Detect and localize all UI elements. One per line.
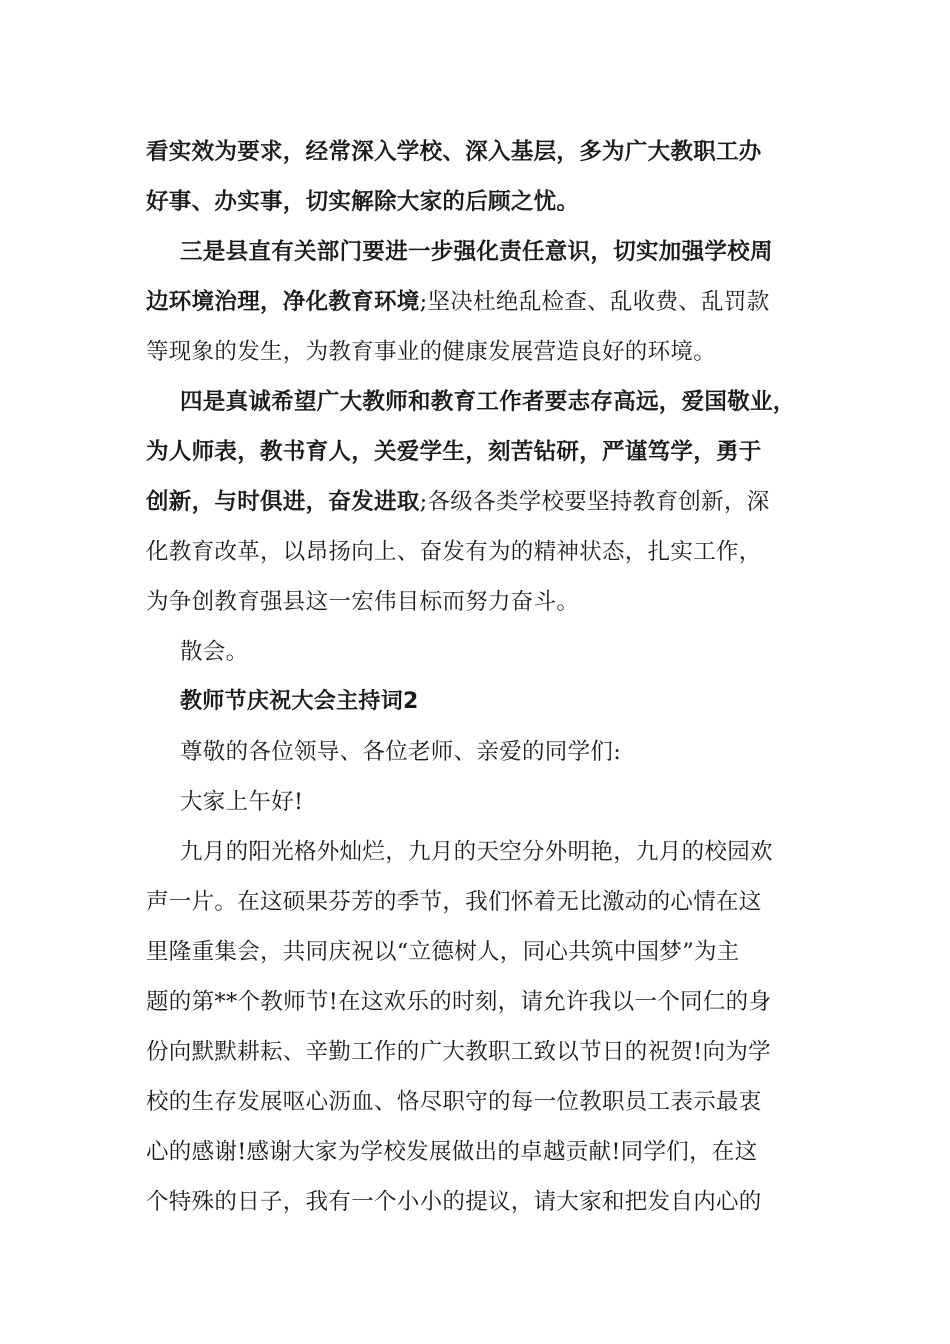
text-line bbox=[146, 327, 816, 377]
text-segment: 为人师表，教书育人，关爱学生，刻苦钻研，严谨笃学，勇于 bbox=[146, 439, 762, 465]
text-line bbox=[146, 377, 816, 427]
text-line bbox=[146, 477, 816, 527]
text-segment: 尊敬的各位领导、各位老师、亲爱的同学们: bbox=[180, 739, 622, 765]
text-segment: 散会。 bbox=[180, 639, 249, 665]
text-line bbox=[146, 627, 816, 677]
text-segment: 创新，与时俱进，奋发进取 bbox=[146, 489, 420, 515]
text-line bbox=[146, 1027, 816, 1077]
text-segment: ;坚决杜绝乱检查、乱收费、乱罚款 bbox=[419, 289, 770, 315]
text-segment: 份向默默耕耘、辛勤工作的广大教职工致以节日的祝贺!向为学 bbox=[146, 1039, 771, 1065]
text-segment: 化教育改革，以昂扬向上、奋发有为的精神状态，扎实工作， bbox=[146, 539, 762, 565]
text-line bbox=[146, 227, 816, 277]
document-body bbox=[146, 127, 816, 1227]
text-line bbox=[146, 977, 816, 1027]
text-line bbox=[146, 427, 816, 477]
text-segment: 四是真诚希望广大教师和教育工作者要志存高远，爱国敬业， bbox=[180, 389, 796, 415]
text-line bbox=[146, 1177, 816, 1227]
text-line bbox=[146, 877, 816, 927]
text-line bbox=[146, 527, 816, 577]
text-segment: 个特殊的日子，我有一个小小的提议，请大家和把发自内心的 bbox=[146, 1189, 762, 1215]
text-line bbox=[146, 727, 816, 777]
text-segment: 边环境治理，净化教育环境 bbox=[146, 289, 420, 315]
text-segment: 好事、办实事，切实解除大家的后顾之忧。 bbox=[146, 189, 580, 215]
text-segment: ;各级各类学校要坚持教育创新，深 bbox=[419, 489, 770, 515]
text-segment: 三是县直有关部门要进一步强化责任意识，切实加强学校周 bbox=[180, 239, 773, 265]
text-line bbox=[146, 277, 816, 327]
text-segment: 声一片。在这硕果芬芳的季节，我们怀着无比激动的心情在这 bbox=[146, 889, 762, 915]
text-segment: 看实效为要求，经常深入学校、深入基层，多为广大教职工办 bbox=[146, 139, 762, 165]
text-line bbox=[146, 127, 816, 177]
text-line bbox=[146, 577, 816, 627]
text-line bbox=[146, 1077, 816, 1127]
text-segment: 心的感谢!感谢大家为学校发展做出的卓越贡献!同学们，在这 bbox=[146, 1139, 758, 1165]
text-line bbox=[146, 927, 816, 977]
text-segment: 大家上午好! bbox=[180, 789, 304, 815]
text-segment: 等现象的发生，为教育事业的健康发展营造良好的环境。 bbox=[146, 339, 717, 365]
text-segment: 题的第**个教师节!在这欢乐的时刻，请允许我以一个同仁的身 bbox=[146, 989, 772, 1015]
text-segment: 里隆重集会，共同庆祝以“立德树人，同心共筑中国梦”为主 bbox=[146, 939, 740, 965]
text-segment: 为争创教育强县这一宏伟目标而努力奋斗。 bbox=[146, 589, 580, 615]
text-line bbox=[146, 1127, 816, 1177]
text-line bbox=[146, 177, 816, 227]
section-heading bbox=[146, 677, 816, 727]
text-segment: 教师节庆祝大会主持词2 bbox=[180, 689, 419, 714]
text-segment: 校的生存发展呕心沥血、恪尽职守的每一位教职员工表示最衷 bbox=[146, 1089, 762, 1115]
text-line bbox=[146, 827, 816, 877]
text-line bbox=[146, 777, 816, 827]
text-segment: 九月的阳光格外灿烂，九月的天空分外明艳，九月的校园欢 bbox=[180, 839, 773, 865]
